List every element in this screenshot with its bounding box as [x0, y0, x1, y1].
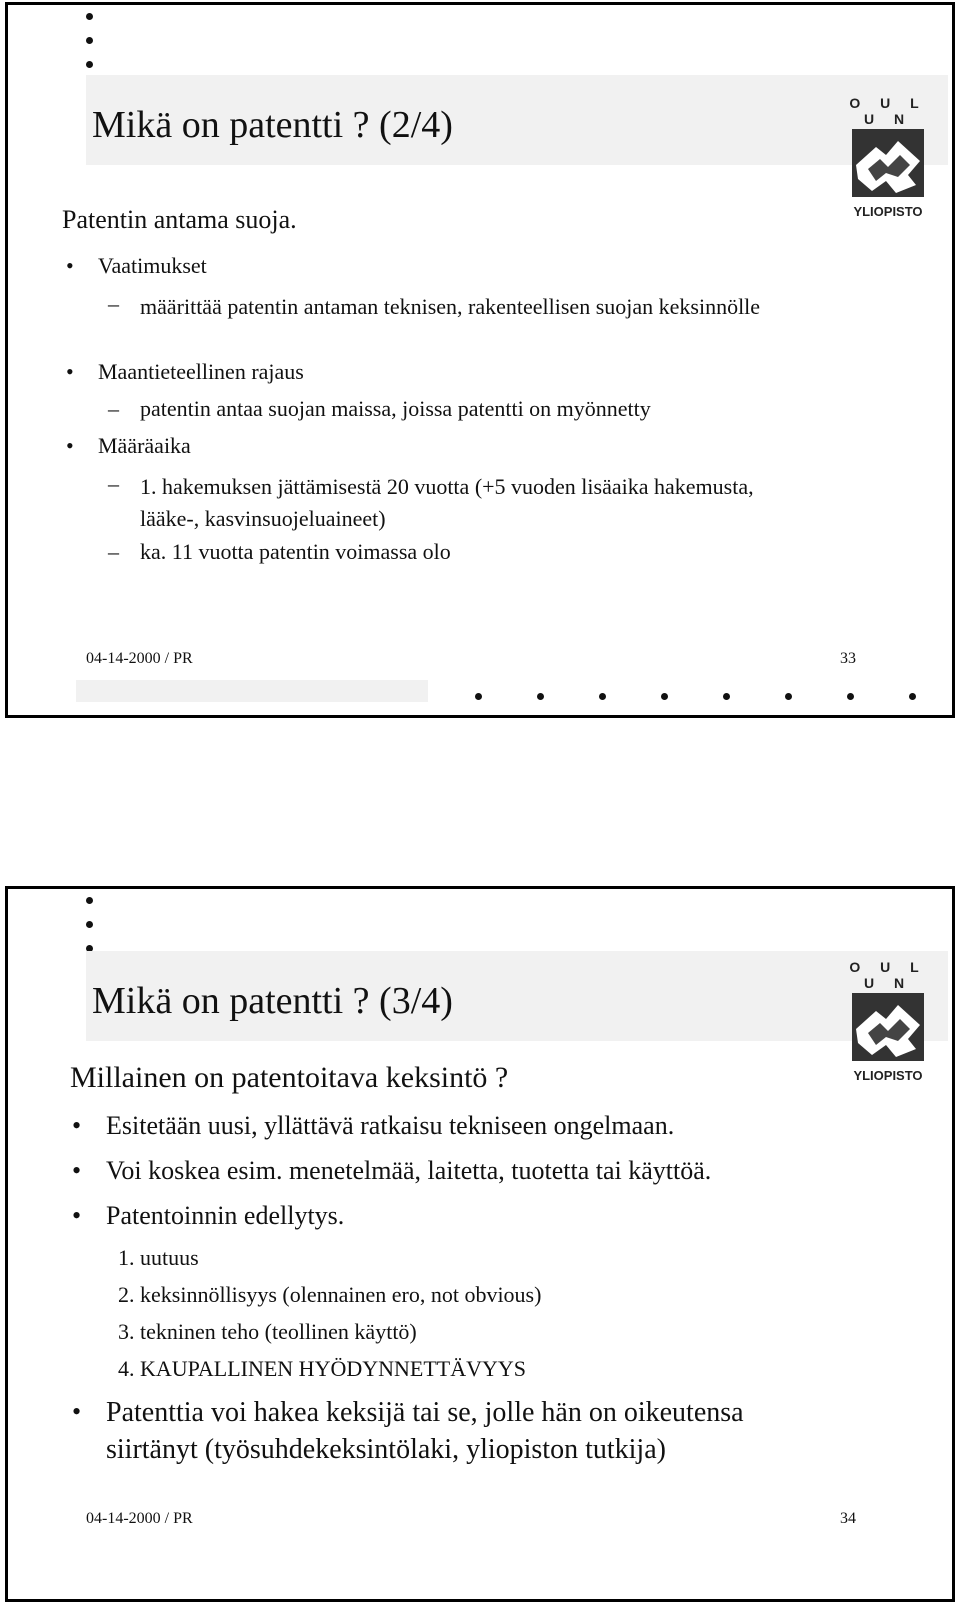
list-item: Voi koskea esim. menetelmää, laitetta, tuotetta tai käyttöä. — [106, 1156, 712, 1185]
section-heading: Patentin antama suoja. — [62, 205, 297, 234]
decorative-dots-bottom — [475, 693, 915, 701]
numbered-item: 4. KAUPALLINEN HYÖDYNNETTÄVYYS — [118, 1356, 526, 1381]
dash-marker: – — [108, 539, 119, 564]
page-number: 34 — [840, 1510, 856, 1527]
list-item: Määräaika — [98, 433, 191, 458]
university-logo — [846, 959, 930, 1083]
bullet-dot: • — [66, 253, 74, 278]
dash-marker: – — [108, 471, 119, 496]
slide-33 — [5, 2, 955, 718]
section-heading: Millainen on patentoitava keksintö ? — [70, 1061, 509, 1094]
list-item: Patentoinnin edellytys. — [106, 1201, 345, 1230]
footer-band — [76, 680, 428, 702]
logo-text-bottom: YLIOPISTO — [853, 1068, 923, 1083]
list-subitem: ka. 11 vuotta patentin voimassa olo — [140, 539, 451, 564]
list-item: Vaatimukset — [98, 253, 207, 278]
puzzle-logo-icon — [846, 991, 930, 1063]
numbered-item: 1. uutuus — [118, 1245, 199, 1270]
bullet-dot: • — [72, 1201, 82, 1230]
logo-text-top: O U L U N — [849, 959, 927, 991]
bullet-dot: • — [72, 1111, 82, 1140]
numbered-item: 3. tekninen teho (teollinen käyttö) — [118, 1319, 417, 1344]
dash-marker: – — [108, 291, 119, 316]
bullet-dot: • — [66, 433, 74, 458]
logo-text-bottom: YLIOPISTO — [853, 204, 923, 219]
footer-date: 04-14-2000 / PR — [86, 1510, 193, 1527]
puzzle-logo-icon — [846, 127, 930, 199]
numbered-item: 2. keksinnöllisyys (olennainen ero, not obvious) — [118, 1282, 542, 1307]
bullet-dot: • — [72, 1397, 82, 1426]
list-item: Esitetään uusi, yllättävä ratkaisu tekniseen ongelmaan. — [106, 1111, 675, 1140]
page-number: 33 — [840, 650, 856, 667]
list-item: Maantieteellinen rajaus — [98, 359, 304, 384]
slide-title: Mikä on patentti ? (2/4) — [92, 104, 453, 146]
title-band — [86, 75, 948, 219]
list-item: Patenttia voi hakea keksijä tai se, jolle hän on oikeutensa — [106, 1397, 744, 1428]
bullet-dot: • — [66, 359, 74, 384]
slide-34 — [5, 886, 955, 1602]
list-item-continuation: siirtänyt (työsuhdekeksintölaki, yliopiston tutkija) — [106, 1434, 666, 1465]
list-subitem: määrittää patentin antaman teknisen, rakenteellisen suojan keksinnölle — [140, 294, 761, 319]
university-logo — [846, 95, 930, 219]
dash-marker: – — [108, 396, 119, 421]
slide-title: Mikä on patentti ? (3/4) — [92, 980, 453, 1022]
bullet-dot: • — [72, 1156, 82, 1185]
list-subitem: 1. hakemuksen jättämisestä 20 vuotta (+5 vuoden lisäaika hakemusta, lääke-, kasvinsuojeluaineet) — [140, 474, 754, 531]
footer-date: 04-14-2000 / PR — [86, 650, 193, 667]
logo-text-top: O U L U N — [849, 95, 927, 127]
list-subitem: patentin antaa suojan maissa, joissa patentti on myönnetty — [140, 396, 651, 421]
